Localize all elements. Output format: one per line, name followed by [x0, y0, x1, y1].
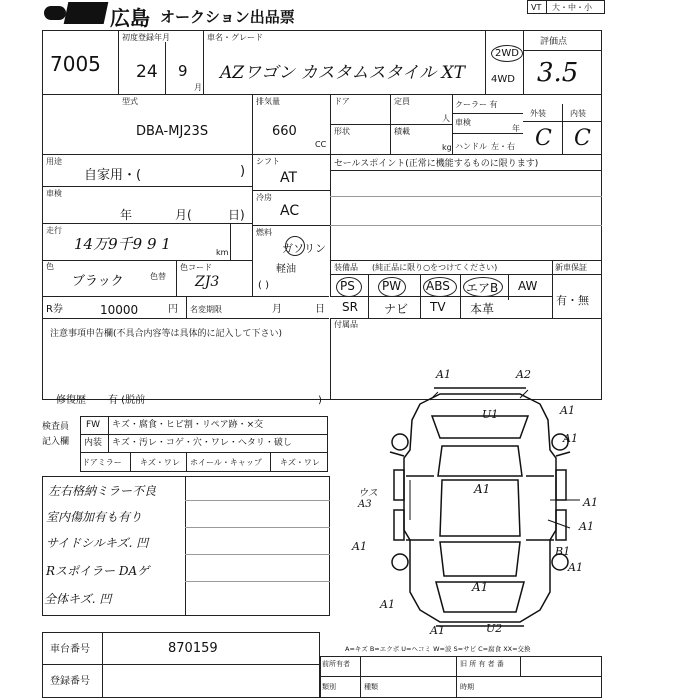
damage-mark: A1 [568, 561, 583, 574]
damage-mark: A1 [474, 482, 491, 496]
inspection-day-unit: 日) [228, 208, 245, 222]
aircon-label: 冷房 [256, 193, 272, 202]
notes-label: 注意事項申告欄(不具合内容等は具体的に記入して下さい) [50, 329, 283, 339]
registration-year: 24 [136, 62, 158, 82]
capacity-label: 定員 [394, 97, 410, 106]
damage-mark: A1 [380, 598, 395, 611]
color-code-label: 色コード [180, 263, 212, 272]
damage-mark: A1 [472, 580, 489, 594]
equip-airbag: エアB [466, 281, 499, 295]
note-line: サイドシルキズ. 凹 [46, 536, 149, 550]
equipment-label: 装備品 [334, 263, 358, 272]
type-label: 型式 [122, 97, 138, 106]
fuel-label: 燃料 [256, 228, 272, 237]
damage-mark: U2 [486, 622, 503, 635]
equip-abs: ABS [426, 279, 450, 293]
displacement-label: 排気量 [256, 97, 280, 106]
equip-circle [463, 277, 503, 297]
vehicle-number-label: 車台番号 [50, 644, 90, 655]
exterior-grade: C [535, 126, 552, 151]
equip-tv: TV [430, 300, 446, 314]
inspection-month-unit: 月( [175, 208, 192, 222]
drive-4wd: 4WD [491, 74, 515, 85]
checker-wheel-label: ホイール・キャップ [190, 458, 262, 467]
recycle-label: R券 [46, 304, 63, 315]
aircon-value: AC [280, 203, 300, 219]
page-title: オークション出品票 [160, 8, 295, 26]
registration-month: 9 [178, 62, 188, 80]
checker-fw-label: FW [86, 420, 101, 430]
checker-wheel-value: キズ・ワレ [280, 458, 320, 467]
repair-label: 修復歴 [56, 395, 86, 406]
recycle-value: 10000 [100, 303, 139, 317]
checker-label: 検査員記入欄 [42, 422, 70, 447]
damage-mark: A1 [583, 496, 598, 509]
equip-aw: AW [518, 279, 538, 293]
color-value: ブラック [72, 274, 124, 289]
note-line: Rスポイラー DAゲ [46, 564, 150, 578]
accessory-label: 付属品 [334, 320, 358, 329]
validity-day: 日 [315, 304, 325, 315]
prev-owner-label: 前所有者 [322, 660, 350, 668]
handle-label: ハンドル [455, 142, 487, 151]
type-value: DBA-MJ23S [136, 124, 209, 139]
size-box: VT 大・中・小 [527, 0, 605, 14]
repair-close: ) [318, 395, 322, 406]
reg-number-label: 登録番号 [50, 676, 90, 687]
fuel-gasoline: ガソリン [282, 242, 326, 255]
damage-mark: ウス A3 [358, 488, 378, 510]
capacity-unit: 人 [442, 114, 450, 123]
damage-mark: A1 [430, 624, 445, 637]
inspection-small-unit: 年 [512, 124, 520, 133]
sales-point-label: セールスポイント(正常に機能するものに限ります) [334, 159, 539, 169]
equip-circle [378, 277, 406, 297]
registration-month-unit: 月 [194, 83, 202, 92]
car-damage-diagram [370, 380, 590, 640]
warranty-options: 有・無 [556, 294, 589, 307]
displacement-unit: CC [315, 140, 327, 149]
fuel-parens: ( ) [258, 280, 269, 291]
score-value: 3.5 [537, 58, 579, 88]
equip-circle [423, 277, 457, 297]
logo-text: 広島 [110, 6, 150, 30]
color-label: 色 [46, 262, 54, 271]
fuel-circle [285, 236, 305, 256]
cooler-label: クーラー 有 [455, 100, 498, 109]
registration-label: 初度登録年月 [122, 33, 170, 42]
shift-value: AT [280, 170, 298, 186]
checker-fw-value: キズ・腐食・ヒビ割・リペア跡・×交 [112, 420, 264, 430]
equip-ps: PS [340, 279, 355, 293]
repair-options: 有 (脱前 [108, 395, 146, 406]
inspection-year-unit: 年 [120, 208, 133, 222]
date-label: 時期 [460, 683, 474, 691]
checker-interior-value: キズ・汚レ・コゲ・穴・ワレ・ヘタリ・破し [112, 438, 292, 448]
model-name-label: 車名・グレード [207, 33, 263, 42]
recycle-unit: 円 [168, 304, 178, 315]
shift-label: シフト [256, 157, 280, 166]
damage-legend: A=キズ B=エクボ U=ヘコミ W=波 S=サビ C=腐食 XX=交換 [345, 645, 531, 653]
damage-mark: B1 [555, 545, 571, 558]
old-owner-label: 旧 所 有 者 番 [460, 660, 504, 668]
damage-mark: A2 [516, 368, 531, 381]
mileage-value: 14万9千9 9 1 [74, 235, 171, 253]
class-label: 類別 [322, 683, 336, 691]
equip-sr: SR [342, 300, 358, 314]
equip-circle [336, 277, 362, 297]
note-line: 室内傷加有も有り [46, 510, 143, 524]
lot-number: 7005 [50, 52, 101, 76]
fuel-diesel: 軽油 [276, 264, 296, 275]
checker-interior-label: 内装 [84, 438, 103, 448]
kind-label: 種類 [364, 683, 378, 691]
vehicle-number: 870159 [168, 641, 218, 656]
damage-mark: A1 [352, 540, 367, 553]
color-code: ZJ3 [195, 274, 220, 290]
mileage-unit: km [216, 248, 229, 257]
equipment-note: (純正品に限り○をつけてください) [372, 263, 498, 272]
damage-mark: U1 [482, 408, 499, 421]
usage-close: ) [240, 164, 246, 179]
drive-2wd: 2WD [491, 45, 523, 62]
inspection-small-label: 車検 [455, 118, 471, 127]
doors-label: ドア [334, 97, 350, 106]
inspection-label: 車検 [46, 189, 62, 198]
displacement-value: 660 [272, 124, 297, 139]
new-car-warranty-label: 新車保証 [555, 263, 587, 272]
color-change-label: 色替 [150, 272, 166, 281]
damage-mark: A1 [563, 432, 578, 445]
validity-label: 名変期限 [190, 305, 222, 314]
handle-value: 左・右 [491, 142, 515, 151]
logo [44, 2, 106, 24]
equip-navi: ナビ [384, 302, 409, 316]
loading-label: 積載 [394, 127, 410, 136]
interior-label: 内装 [570, 109, 586, 118]
usage-label: 用途 [46, 157, 62, 166]
damage-mark: A1 [436, 368, 451, 381]
checker-mirror-label: ドアミラー [82, 458, 122, 467]
note-line: 全体キズ. 凹 [44, 592, 112, 606]
damage-mark: A1 [579, 520, 594, 533]
model-name: AZワゴン カスタムスタイル XT [220, 63, 465, 83]
checker-mirror-value: キズ・ワレ [140, 458, 180, 467]
mileage-label: 走行 [46, 226, 62, 235]
exterior-label: 外装 [530, 109, 546, 118]
body-shape-label: 形状 [334, 127, 350, 136]
equip-pw: PW [382, 279, 402, 293]
equip-leather: 本革 [470, 302, 495, 316]
score-label: 評価点 [540, 37, 568, 47]
validity-month: 月 [272, 304, 282, 315]
note-line: 左右格納ミラー不良 [48, 484, 157, 498]
loading-unit: kg [442, 143, 452, 152]
usage-value: 自家用・( [84, 168, 142, 183]
damage-mark: A1 [560, 404, 575, 417]
interior-grade: C [574, 126, 591, 151]
